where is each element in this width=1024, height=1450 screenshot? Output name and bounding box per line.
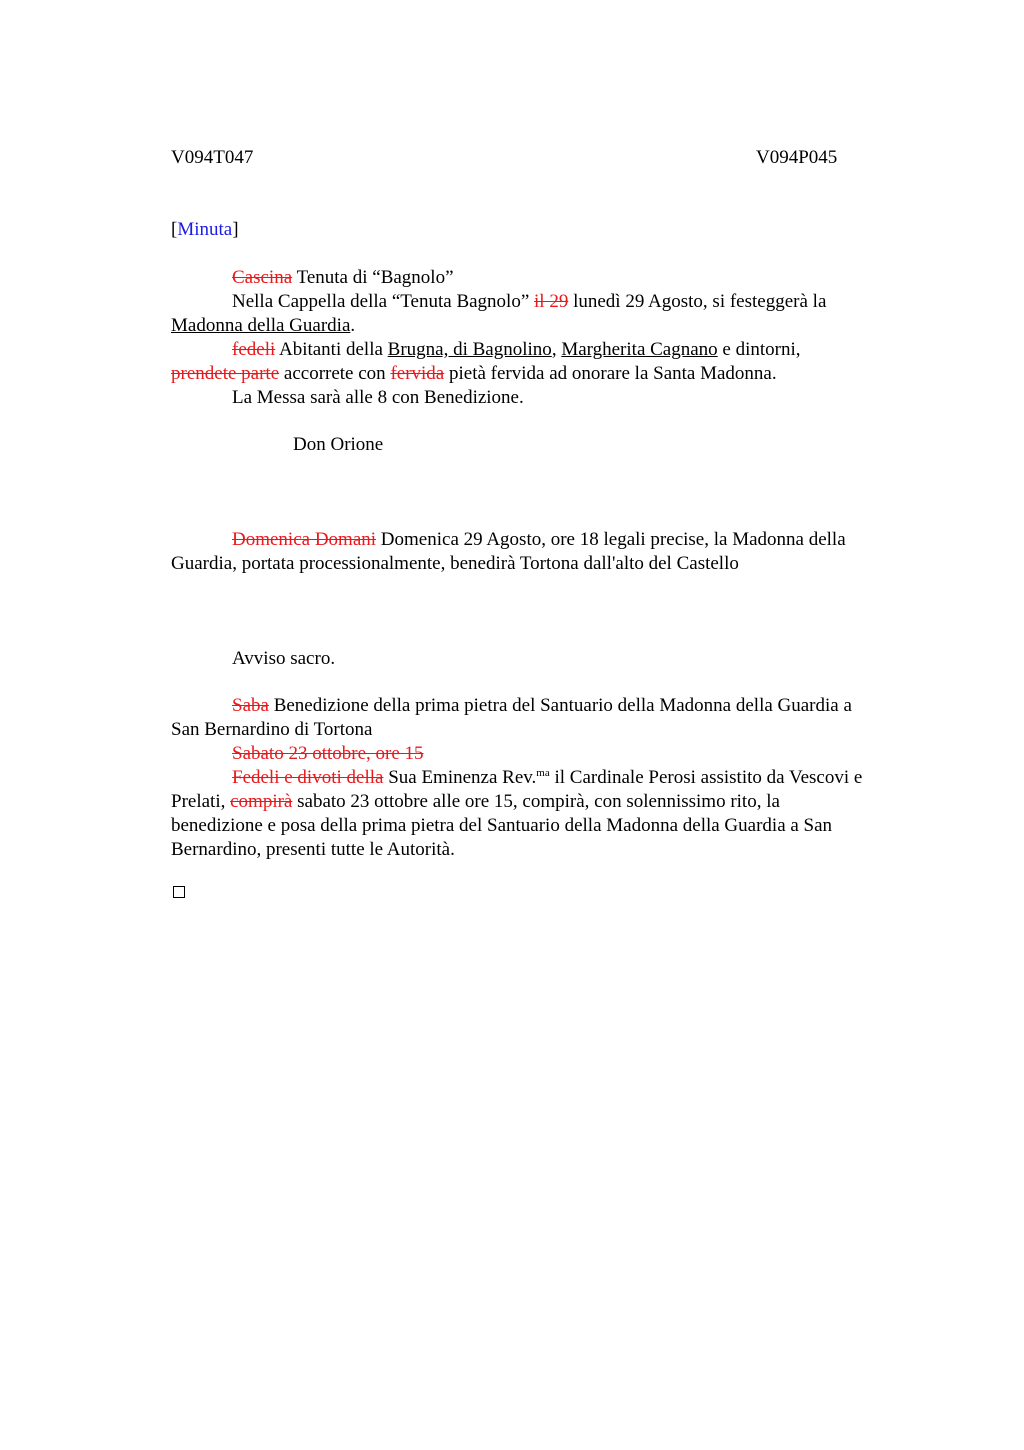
section2-line1 — [232, 528, 846, 552]
text: Prelati, — [171, 791, 231, 812]
document-code-left: V094T047 — [171, 147, 254, 168]
section1-line5: La Messa sarà alle 8 con Benedizione. — [232, 387, 524, 408]
deleted-text: Domenica Domani — [232, 529, 377, 550]
section3-line4 — [232, 766, 862, 790]
underlined-text: Margherita Cagnano — [561, 339, 718, 360]
underlined-text: Brugna, di Bagnolino — [387, 339, 552, 360]
section2-line2: Guardia, portata processionalmente, benedirà Tortona dall'alto del Castello — [171, 553, 739, 574]
deleted-text: Fedeli e divoti della — [232, 767, 384, 788]
text: Domenica 29 Agosto, ore 18 legali precise, la Madonna della — [376, 529, 846, 550]
deleted-text: fedeli — [232, 339, 276, 360]
deleted-text: compirà — [230, 791, 293, 812]
superscript: ma — [536, 767, 550, 779]
bracket-open: [ — [171, 219, 178, 240]
section3-line7: Bernardino, presenti tutte le Autorità. — [171, 839, 455, 860]
section3-line6: benedizione e posa della prima pietra del Santuario della Madonna della Guardia a San — [171, 815, 833, 836]
section3-line1 — [232, 694, 852, 718]
section3-line5 — [171, 790, 780, 814]
end-square-icon — [173, 886, 185, 898]
section3-line3 — [232, 742, 424, 766]
section3-title: Avviso sacro. — [232, 648, 336, 669]
section1-line2 — [171, 314, 355, 338]
text: accorrete con — [279, 363, 391, 384]
signature: Don Orione — [293, 434, 384, 455]
text: . — [350, 315, 356, 336]
text: , — [551, 339, 562, 360]
section1-title — [232, 266, 454, 290]
deleted-text: Cascina — [232, 267, 293, 288]
deleted-text: Sabato 23 ottobre, ore 15 — [232, 743, 424, 764]
section1-line3 — [232, 338, 801, 362]
deleted-text: fervida — [390, 363, 445, 384]
minuta-label — [171, 218, 239, 242]
text: pietà fervida ad onorare la Santa Madonna. — [444, 363, 777, 384]
underlined-text: Madonna della Guardia — [171, 315, 351, 336]
document-page — [171, 0, 931, 1450]
section3-line2: San Bernardino di Tortona — [171, 719, 373, 740]
bracket-close: ] — [232, 219, 239, 240]
minuta-word: Minuta — [177, 219, 233, 240]
deleted-text: Saba — [232, 695, 269, 716]
text: e dintorni, — [717, 339, 801, 360]
text: Abitanti della — [275, 339, 388, 360]
text: il Cardinale Perosi assistito da Vescovi e — [549, 767, 863, 788]
text: lunedì 29 Agosto, si festeggerà la — [568, 291, 827, 312]
section1-line4 — [171, 362, 777, 386]
deleted-text: prendete parte — [171, 363, 280, 384]
text: Nella Cappella della “Tenuta Bagnolo” — [232, 291, 535, 312]
text: sabato 23 ottobre alle ore 15, compirà, con solennissimo rito, la — [292, 791, 780, 812]
deleted-text: il 29 — [534, 291, 569, 312]
text: Tenuta di “Bagnolo” — [292, 267, 454, 288]
text: Sua Eminenza Rev. — [383, 767, 537, 788]
text: Benedizione della prima pietra del Santuario della Madonna della Guardia a — [268, 695, 852, 716]
section1-line1 — [232, 290, 826, 314]
document-code-right: V094P045 — [756, 147, 838, 168]
